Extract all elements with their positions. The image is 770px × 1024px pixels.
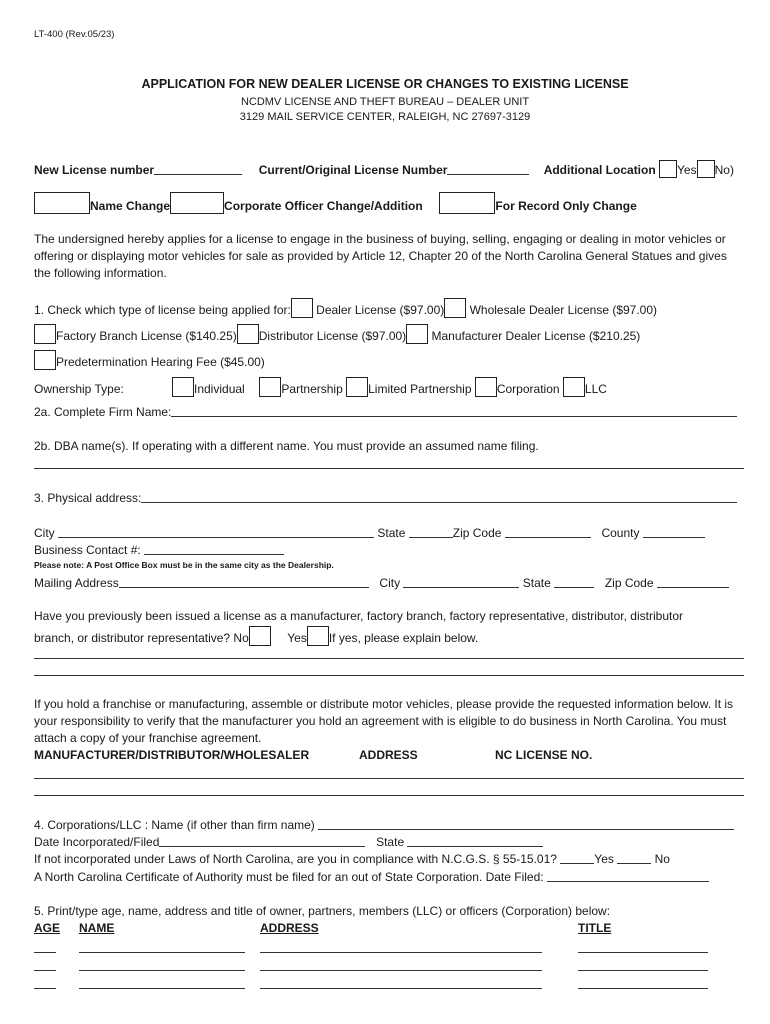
- mailing-address-label: Mailing Address: [34, 576, 119, 590]
- franchise-line-2[interactable]: [34, 795, 744, 796]
- officer-address-field-2[interactable]: [260, 962, 542, 971]
- factory-branch-checkbox[interactable]: [34, 324, 56, 344]
- llc-checkbox[interactable]: [563, 377, 585, 397]
- incorporation-state-field[interactable]: [407, 834, 543, 847]
- physical-address-field[interactable]: [141, 490, 737, 503]
- county-field[interactable]: [643, 525, 705, 538]
- llc-label: LLC: [584, 382, 607, 396]
- compliance-question: If not incorporated under Laws of North Carolina, are you in compliance with N.C.G.S. § 55-15.01?: [34, 852, 557, 866]
- predetermination-checkbox[interactable]: [34, 350, 56, 370]
- mailing-address-field[interactable]: [119, 575, 369, 588]
- change-row: [34, 192, 637, 214]
- incorporation-state-label: State: [376, 835, 405, 849]
- wholesale-license-checkbox[interactable]: [444, 298, 466, 318]
- manufacturer-dealer-checkbox[interactable]: [406, 324, 428, 344]
- officers-col-address: ADDRESS: [260, 921, 319, 935]
- individual-label: Individual: [194, 382, 245, 396]
- officer-address-field-3[interactable]: [260, 980, 542, 989]
- franchise-col-license: NC LICENSE NO.: [495, 748, 593, 762]
- mailing-address-row: [34, 575, 729, 590]
- corporation-name-field[interactable]: [318, 817, 734, 830]
- additional-location-no-label: No): [714, 163, 734, 177]
- new-license-label: New License number: [34, 163, 155, 177]
- explain-line-2[interactable]: [34, 675, 744, 676]
- compliance-no-label: No: [654, 852, 670, 866]
- officer-age-field-2[interactable]: [34, 962, 56, 971]
- mailing-city-label: City: [379, 576, 401, 590]
- officers-label: 5. Print/type age, name, address and title of owner, partners, members (LLC) or officers (Corporation) below:: [34, 904, 611, 918]
- new-license-field[interactable]: [154, 162, 242, 175]
- name-change-label: Name Change: [90, 199, 171, 213]
- manufacturer-dealer-label: Manufacturer Dealer License ($210.25): [431, 329, 641, 343]
- dealer-license-checkbox[interactable]: [291, 298, 313, 318]
- certificate-date-field[interactable]: [547, 869, 709, 882]
- officer-address-field-1[interactable]: [260, 944, 542, 953]
- state-label: State: [377, 526, 406, 540]
- mailing-state-field[interactable]: [554, 575, 594, 588]
- record-only-checkbox[interactable]: [439, 192, 495, 214]
- mailing-state-label: State: [522, 576, 551, 590]
- additional-location-no-checkbox[interactable]: [697, 160, 715, 178]
- franchise-paragraph: If you hold a franchise or manufacturing, assemble or distribute motor vehicles, please provide the requested information below. It is your responsibility to verify that the manufacturer you hold an agreement with is eligible to do business in North Carolina. You must attach a copy of your franchise agreement.: [34, 697, 734, 745]
- ownership-row: [34, 377, 607, 397]
- date-incorporated-field[interactable]: [159, 834, 365, 847]
- state-field[interactable]: [409, 525, 453, 538]
- corporation-name-row: [34, 817, 734, 832]
- previous-license-question: Have you previously been issued a license as a manufacturer, factory branch, factory representative, distributor, distributor: [34, 609, 683, 623]
- city-label: City: [34, 526, 55, 540]
- dba-label: 2b. DBA name(s). If operating with a different name. You must provide an assumed name filing.: [34, 439, 539, 453]
- previous-license-yes-checkbox[interactable]: [307, 626, 329, 646]
- officer-title-field-1[interactable]: [578, 944, 708, 953]
- date-incorporated-label: Date Incorporated/Filed: [34, 835, 160, 849]
- license-type-label: 1. Check which type of license being applied for:: [34, 303, 291, 317]
- county-label: County: [601, 526, 640, 540]
- compliance-row: [34, 851, 670, 866]
- partnership-label: Partnership: [281, 382, 343, 396]
- officer-age-field-1[interactable]: [34, 944, 56, 953]
- form-title: APPLICATION FOR NEW DEALER LICENSE OR CHANGES TO EXISTING LICENSE: [141, 77, 629, 91]
- mailing-zip-field[interactable]: [657, 575, 729, 588]
- additional-location-yes-label: Yes: [677, 163, 697, 177]
- physical-address-row: [34, 490, 737, 505]
- officer-name-field-3[interactable]: [79, 980, 245, 989]
- limited-partnership-checkbox[interactable]: [346, 377, 368, 397]
- license-type-row-1: [34, 298, 657, 318]
- mailing-zip-label: Zip Code: [604, 576, 654, 590]
- current-license-field[interactable]: [447, 162, 529, 175]
- compliance-yes-field[interactable]: [560, 851, 594, 864]
- business-contact-label: Business Contact #:: [34, 543, 141, 557]
- officers-col-name: NAME: [79, 921, 115, 935]
- dba-field[interactable]: [34, 468, 744, 469]
- license-type-row-2: [34, 324, 640, 344]
- license-type-row-3: [34, 350, 265, 370]
- business-contact-row: [34, 542, 284, 557]
- city-row: [34, 525, 705, 540]
- officer-name-field-2[interactable]: [79, 962, 245, 971]
- franchise-col-manufacturer: MANUFACTURER/DISTRIBUTOR/WHOLESALER: [34, 748, 310, 762]
- officer-title-field-2[interactable]: [578, 962, 708, 971]
- individual-checkbox[interactable]: [172, 377, 194, 397]
- certificate-label: A North Carolina Certificate of Authority must be filed for an out of State Corporation. Date Filed:: [34, 870, 544, 884]
- po-box-note: Please note: A Post Office Box must be in the same city as the Dealership.: [34, 560, 334, 570]
- franchise-col-address: ADDRESS: [359, 748, 418, 762]
- predetermination-label: Predetermination Hearing Fee ($45.00): [56, 355, 265, 369]
- wholesale-license-label: Wholesale Dealer License ($97.00): [469, 303, 658, 317]
- mailing-city-field[interactable]: [403, 575, 519, 588]
- corporation-label: Corporation: [496, 382, 560, 396]
- previous-license-no-label: branch, or distributor representative? No: [34, 631, 249, 645]
- previous-license-explain-label: If yes, please explain below.: [328, 631, 479, 645]
- form-subtitle-address: 3129 MAIL SERVICE CENTER, RALEIGH, NC 27697-3129: [239, 111, 531, 123]
- ownership-label: Ownership Type:: [34, 382, 124, 396]
- form-subtitle-bureau: NCDMV LICENSE AND THEFT BUREAU – DEALER UNIT: [240, 96, 530, 108]
- zip-field[interactable]: [505, 525, 591, 538]
- officer-change-checkbox[interactable]: [170, 192, 224, 214]
- partnership-checkbox[interactable]: [259, 377, 281, 397]
- name-change-checkbox[interactable]: [34, 192, 90, 214]
- franchise-line-1[interactable]: [34, 778, 744, 779]
- compliance-no-field[interactable]: [617, 851, 651, 864]
- intro-paragraph: The undersigned hereby applies for a license to engage in the business of buying, selling, engaging or dealing in motor vehicles or offering or displaying motor vehicles for sale as provided by Article 12, Chapter 20 of the North Carolina General Statues and gives the following information.: [34, 232, 727, 280]
- explain-line-1[interactable]: [34, 658, 744, 659]
- officer-change-label: Corporate Officer Change/Addition: [224, 199, 423, 213]
- additional-location-label: Additional Location: [543, 163, 656, 177]
- additional-location-yes-checkbox[interactable]: [659, 160, 677, 178]
- officer-title-field-3[interactable]: [578, 980, 708, 989]
- limited-partnership-label: Limited Partnership: [368, 382, 472, 396]
- distributor-license-checkbox[interactable]: [237, 324, 259, 344]
- physical-address-label: 3. Physical address:: [34, 491, 142, 505]
- previous-license-yes-label: Yes: [287, 631, 307, 645]
- compliance-yes-label: Yes: [594, 852, 614, 866]
- officer-age-field-3[interactable]: [34, 980, 56, 989]
- form-code: LT-400 (Rev.05/23): [34, 29, 115, 40]
- incorporation-row: [34, 834, 543, 849]
- previous-license-row: [34, 626, 478, 646]
- city-field[interactable]: [58, 525, 374, 538]
- zip-label: Zip Code: [452, 526, 502, 540]
- dealer-license-label: Dealer License ($97.00): [316, 303, 445, 317]
- license-row: [34, 160, 734, 178]
- firm-name-label: 2a. Complete Firm Name:: [34, 405, 172, 419]
- officers-col-title: TITLE: [578, 921, 612, 935]
- previous-license-no-checkbox[interactable]: [249, 626, 271, 646]
- factory-branch-label: Factory Branch License ($140.25): [56, 329, 237, 343]
- officer-name-field-1[interactable]: [79, 944, 245, 953]
- current-license-label: Current/Original License Number: [258, 163, 448, 177]
- record-only-label: For Record Only Change: [495, 199, 637, 213]
- distributor-license-label: Distributor License ($97.00): [258, 329, 407, 343]
- certificate-row: [34, 869, 709, 884]
- officers-col-age: AGE: [34, 921, 61, 935]
- corporation-checkbox[interactable]: [475, 377, 497, 397]
- firm-name-row: [34, 404, 737, 419]
- corporation-name-label: 4. Corporations/LLC : Name (if other than firm name): [34, 818, 315, 832]
- business-contact-field[interactable]: [144, 542, 284, 555]
- firm-name-field[interactable]: [171, 404, 737, 417]
